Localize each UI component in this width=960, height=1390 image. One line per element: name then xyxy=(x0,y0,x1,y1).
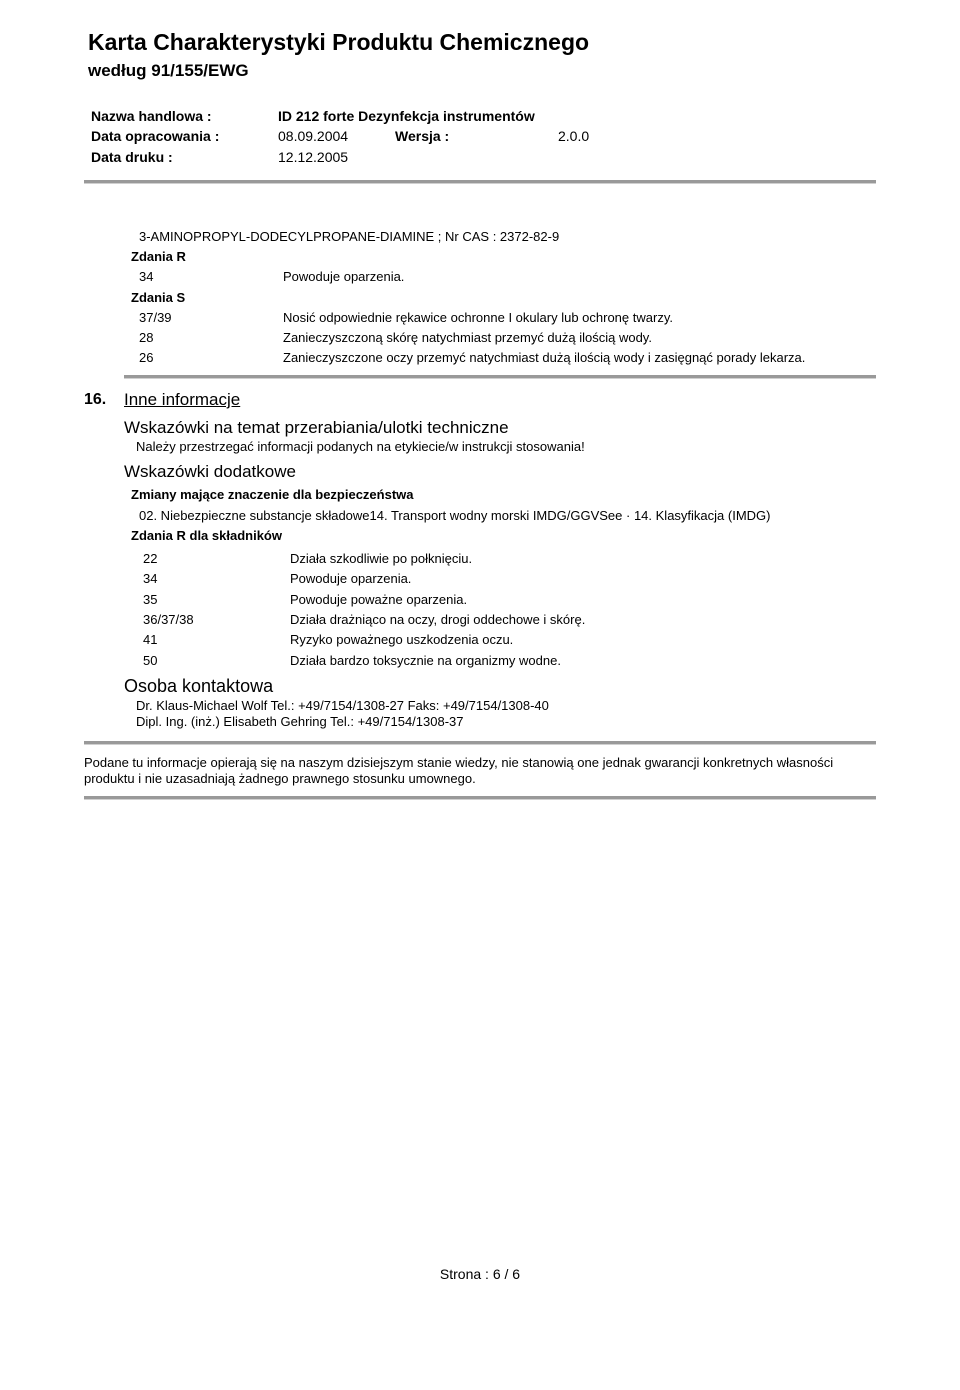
s-phrase-code: 37/39 xyxy=(139,310,172,325)
r-components-label: Zdania R dla składników xyxy=(131,528,282,543)
s-phrase-text: Zanieczyszczoną skórę natychmiast przemyć dużą ilością wody. xyxy=(283,330,652,345)
version-value: 2.0.0 xyxy=(558,128,590,144)
r-component-text: Ryzyko poważnego uszkodzenia oczu. xyxy=(290,632,514,647)
processing-text: Należy przestrzegać informacji podanych na etykiecie/w instrukcji stosowania! xyxy=(136,439,585,454)
r-component-code: 22 xyxy=(143,551,158,566)
print-date-label: Data druku : xyxy=(91,149,173,165)
section-number: 16. xyxy=(84,391,107,408)
r-component-text: Działa drażniąco na oczy, drogi oddechowe i skórę. xyxy=(290,612,586,627)
r-phrase-text: Powoduje oparzenia. xyxy=(283,269,405,284)
trade-name-value: ID 212 forte Dezynfekcja instrumentów xyxy=(278,108,535,124)
s-phrase-text: Zanieczyszczone oczy przemyć natychmiast dużą ilością wody i zasięgnąć porady lekarza. xyxy=(283,350,806,365)
section-divider xyxy=(84,741,876,745)
disclaimer-line: Podane tu informacje opierają się na naszym dzisiejszym stanie wiedzy, nie stanowią one jednak gwarancji konkretnych własności xyxy=(84,755,834,770)
s-phrase-code: 26 xyxy=(139,350,154,365)
r-component-text: Powoduje oparzenia. xyxy=(290,571,412,586)
disclaimer-divider xyxy=(84,796,876,800)
document-subtitle: według 91/155/EWG xyxy=(88,61,249,80)
r-component-text: Działa szkodliwie po połknięciu. xyxy=(290,551,473,566)
version-label: Wersja : xyxy=(395,128,450,144)
substance-name: 3-AMINOPROPYL-DODECYLPROPANE-DIAMINE ; Nr CAS : 2372-82-9 xyxy=(139,229,560,244)
r-component-code: 34 xyxy=(143,571,158,586)
print-date-value: 12.12.2005 xyxy=(278,149,349,165)
r-component-code: 50 xyxy=(143,653,158,668)
substance-divider xyxy=(124,375,876,379)
r-component-code: 36/37/38 xyxy=(143,612,194,627)
r-component-code: 35 xyxy=(143,592,158,607)
trade-name-label: Nazwa handlowa : xyxy=(91,108,212,124)
header-divider xyxy=(84,180,876,184)
prep-date-value: 08.09.2004 xyxy=(278,128,349,144)
s-phrase-code: 28 xyxy=(139,330,154,345)
r-component-text: Działa bardzo toksycznie na organizmy wodne. xyxy=(290,653,561,668)
s-phrase-text: Nosić odpowiednie rękawice ochronne I okulary lub ochronę twarzy. xyxy=(283,310,673,325)
r-component-code: 41 xyxy=(143,632,158,647)
disclaimer xyxy=(84,755,833,787)
safety-changes-text: 02. Niebezpieczne substancje składowe14. Transport wodny morski IMDG/GGVSee · 14. Klasyfikacja (IMDG) xyxy=(139,508,771,523)
safety-changes-label: Zmiany mające znaczenie dla bezpieczeństwa xyxy=(131,487,414,502)
r-phrases-label: Zdania R xyxy=(131,249,186,264)
contact-line: Dr. Klaus-Michael Wolf Tel.: +49/7154/1308-27 Faks: +49/7154/1308-40 xyxy=(136,698,549,713)
disclaimer-line: produktu i nie uzasadniają żadnego prawnego stosunku umownego. xyxy=(84,771,476,786)
additional-heading: Wskazówki dodatkowe xyxy=(124,462,296,481)
section-title: Inne informacje xyxy=(124,390,241,409)
document-title: Karta Charakterystyki Produktu Chemicznego xyxy=(88,29,590,55)
r-phrase-code: 34 xyxy=(139,269,154,284)
contact-heading: Osoba kontaktowa xyxy=(124,676,274,696)
prep-date-label: Data opracowania : xyxy=(91,128,220,144)
r-component-text: Powoduje poważne oparzenia. xyxy=(290,592,468,607)
contact-line: Dipl. Ing. (inż.) Elisabeth Gehring Tel.: +49/7154/1308-37 xyxy=(136,714,464,729)
s-phrases-label: Zdania S xyxy=(131,290,186,305)
page-number: Strona : 6 / 6 xyxy=(439,1266,521,1282)
processing-heading: Wskazówki na temat przerabiania/ulotki techniczne xyxy=(124,418,509,437)
